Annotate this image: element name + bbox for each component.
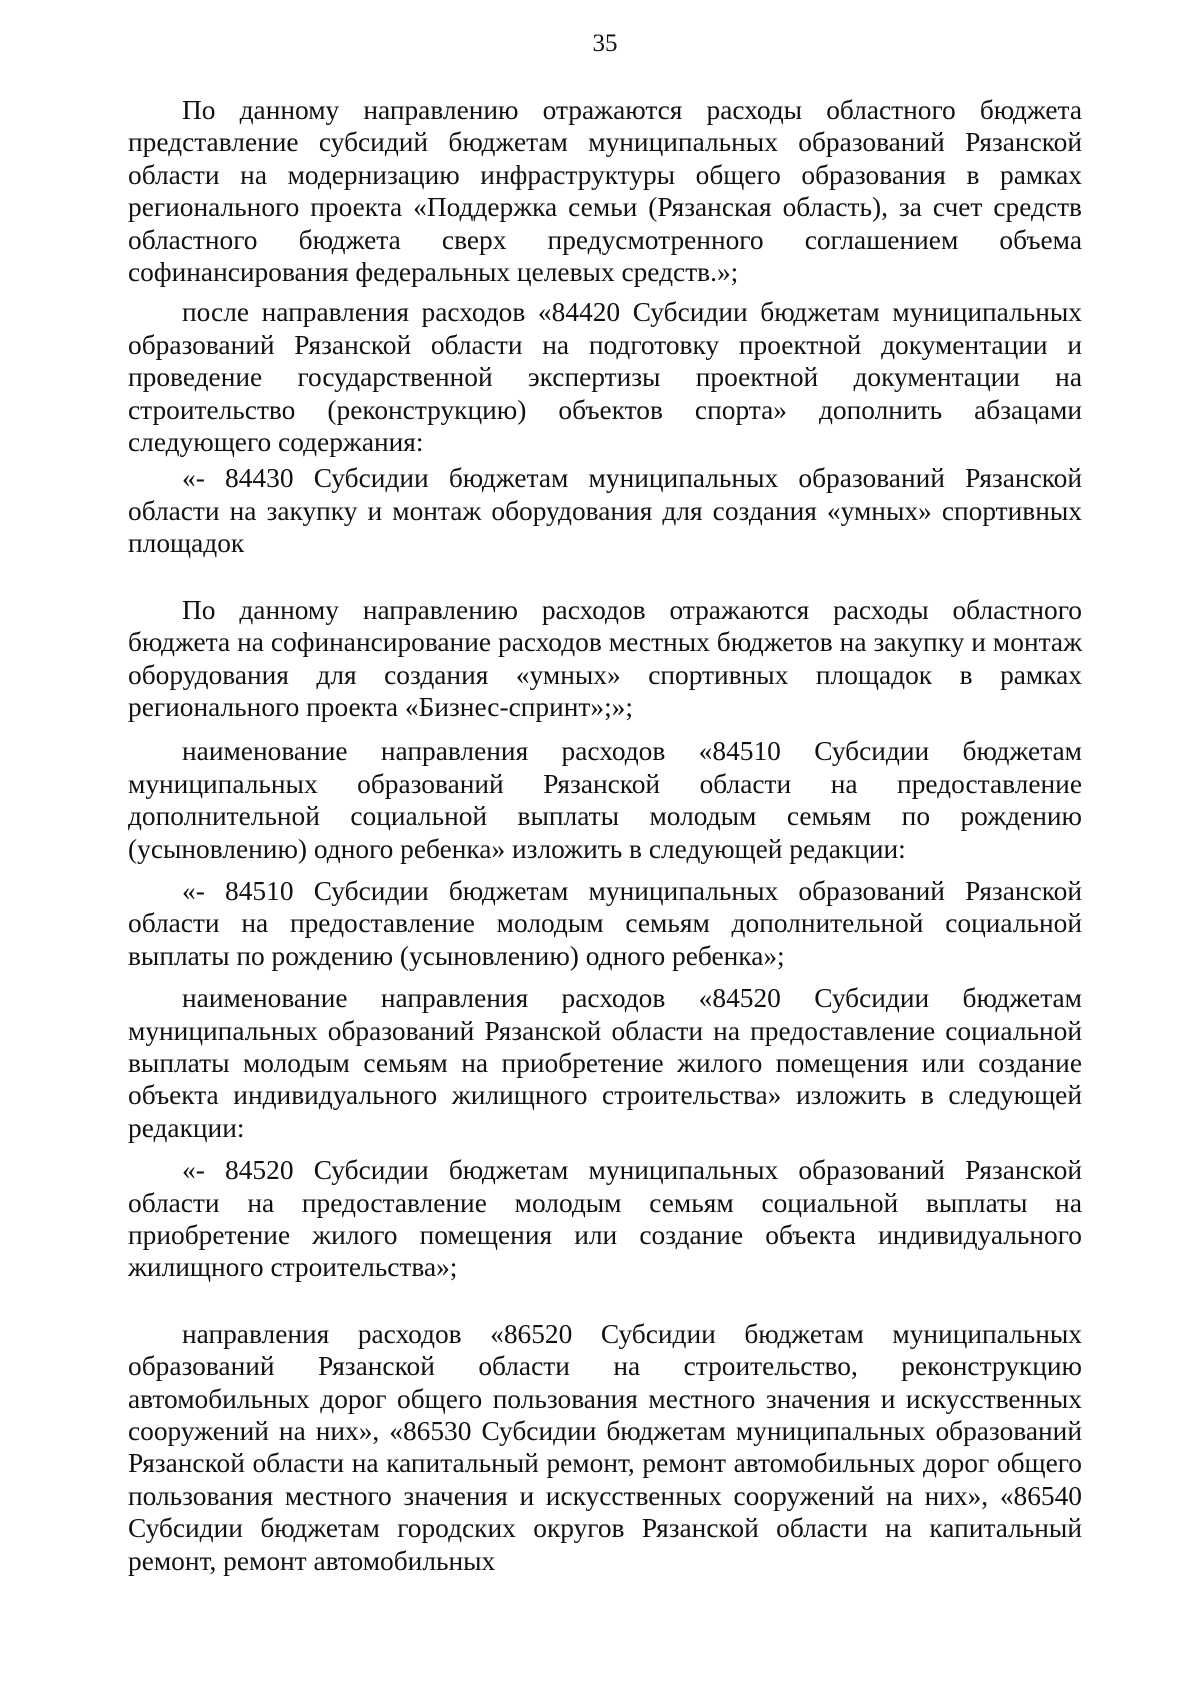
paragraph-84520-new-wording: «- 84520 Субсидии бюджетам муниципальных образований Рязанской области на предоставление молодым семьям социальной выплаты на приобретение жилого помещения или создание объекта индивидуального жилищного строительства»; — [128, 1155, 1082, 1283]
document-body — [128, 94, 1082, 1577]
page-number: 35 — [592, 30, 618, 57]
paragraph-84520-rename: наименование направления расходов «84520 Субсидии бюджетам муниципальных образований Рязанской области на предоставление социальной выплаты молодым семьям на приобретение жилого помещения или создание объекта индивидуального жилищного строительства» изложить в следующей редакции: — [128, 983, 1082, 1143]
paragraph-86520-86530-86540: направления расходов «86520 Субсидии бюджетам муниципальных образований Рязанской области на строительство, реконструкцию автомобильных дорог общего пользования местного значения и искусственных сооружений на них», «86530 Субсидии бюджетам муниципальных образований Рязанской области на капитальный ремонт, ремонт автомобильных дорог общего пользования местного значения и искусственных сооружений на них», «86540 Субсидии бюджетам городских округов Рязанской области на капитальный ремонт, ремонт автомобильных — [128, 1318, 1082, 1576]
paragraph-after-84420: после направления расходов «84420 Субсидии бюджетам муниципальных образований Рязанской области на подготовку проектной документации и проведение государственной экспертизы проектной документации на строительство (реконструкцию) объектов спорта» дополнить абзацами следующего содержания: — [128, 297, 1082, 458]
paragraph-84430-description: По данному направлению расходов отражаются расходы областного бюджета на софинансирование расходов местных бюджетов на закупку и монтаж оборудования для создания «умных» спортивных площадок в рамках регионального проекта «Бизнес-спринт»;»; — [128, 594, 1082, 722]
paragraph-84430-smart-sports-grounds: «- 84430 Субсидии бюджетам муниципальных образований Рязанской области на закупку и монтаж оборудования для создания «умных» спортивных площадок — [128, 463, 1082, 559]
paragraph-84510-rename: наименование направления расходов «84510 Субсидии бюджетам муниципальных образований Рязанской области на предоставление дополнительной социальной выплаты молодым семьям по рождению (усыновлению) одного ребенка» изложить в следующей редакции: — [128, 736, 1082, 864]
paragraph-84510-new-wording: «- 84510 Субсидии бюджетам муниципальных образований Рязанской области на предоставление молодым семьям дополнительной социальной выплаты по рождению (усыновлению) одного ребенка»; — [128, 875, 1082, 971]
paragraph-budget-expenses-education: По данному направлению отражаются расходы областного бюджета представление субсидий бюджетам муниципальных образований Рязанской области на модернизацию инфраструктуры общего образования в рамках регионального проекта «Поддержка семьи (Рязанская область), за счет средств областного бюджета сверх предусмотренного соглашением объема софинансирования федеральных целевых средств.»; — [128, 95, 1082, 288]
